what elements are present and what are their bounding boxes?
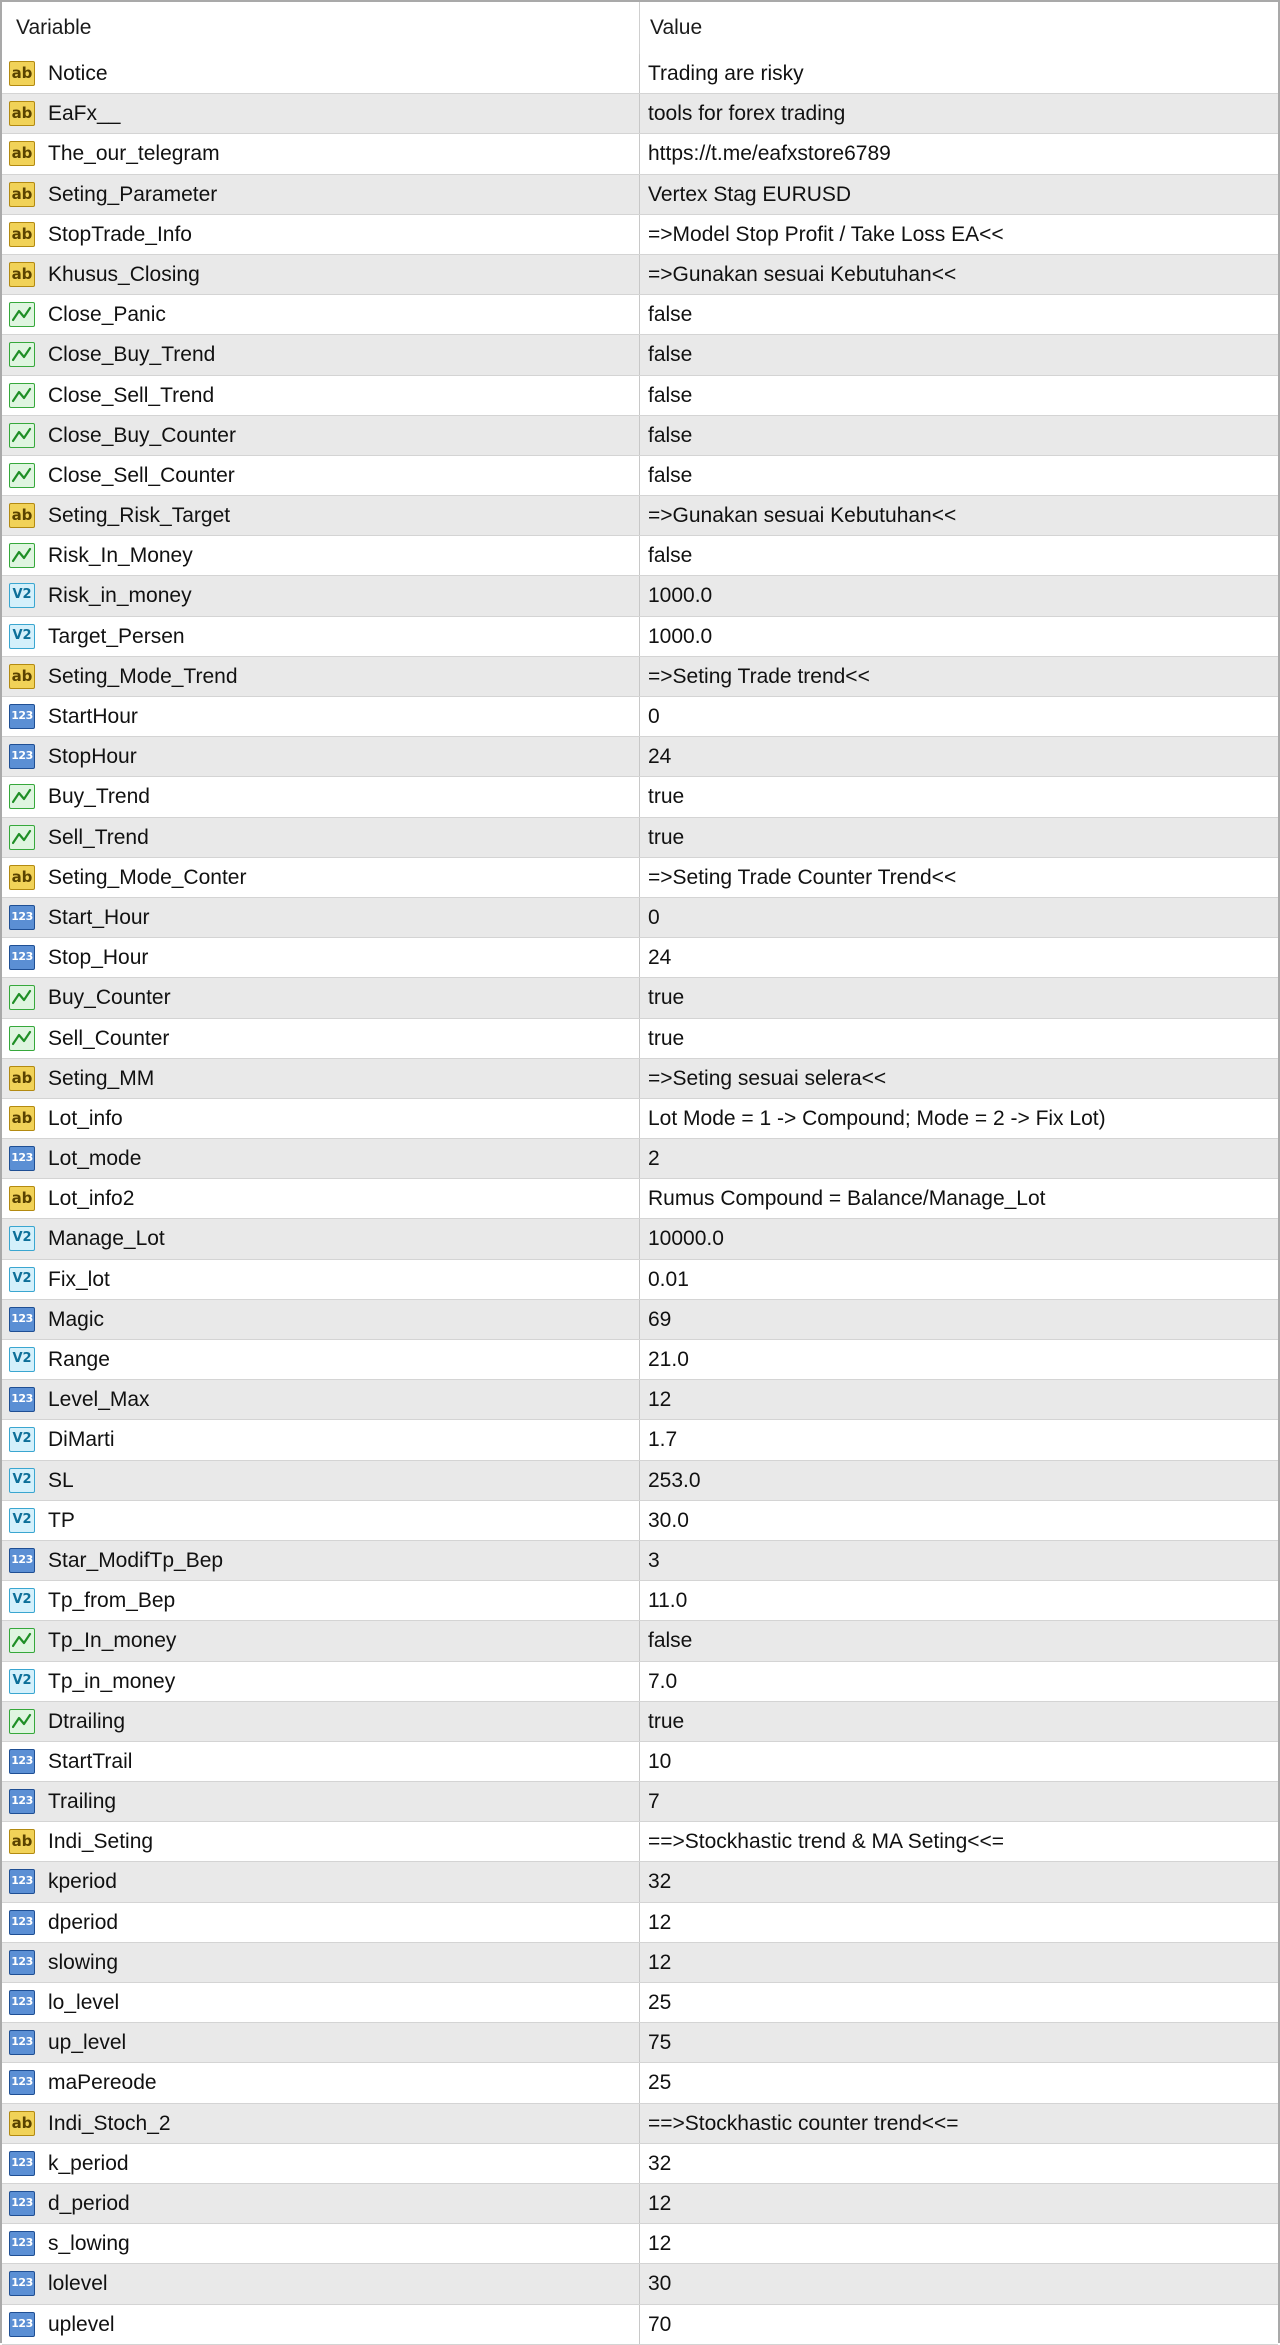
- integer-type-icon: 123: [9, 2191, 35, 2216]
- row-column-divider: [639, 2184, 640, 2223]
- variable-value[interactable]: Rumus Compound = Balance/Manage_Lot: [648, 1187, 1046, 1211]
- double-type-icon: V2: [9, 583, 35, 608]
- variable-value[interactable]: =>Gunakan sesuai Kebutuhan<<: [648, 262, 957, 286]
- variable-name: Tp_in_money: [48, 1669, 176, 1693]
- parameter-row[interactable]: [2, 335, 1278, 375]
- variable-value[interactable]: 253.0: [648, 1468, 701, 1492]
- row-column-divider: [639, 536, 640, 575]
- integer-type-icon: 123: [9, 1548, 35, 1573]
- variable-value[interactable]: 7.0: [648, 1669, 678, 1693]
- integer-type-icon: 123: [9, 2312, 35, 2337]
- row-column-divider: [639, 576, 640, 615]
- variable-value[interactable]: =>Seting sesuai selera<<: [648, 1066, 887, 1090]
- variable-value[interactable]: 1000.0: [648, 584, 713, 608]
- bool-type-icon: [9, 985, 35, 1010]
- variable-name: lo_level: [48, 1991, 120, 2014]
- integer-type-icon: 123: [9, 1749, 35, 1774]
- variable-name: Stop_Hour: [48, 946, 149, 970]
- row-column-divider: [639, 456, 640, 495]
- variable-value[interactable]: =>Model Stop Profit / Take Loss EA<<: [648, 222, 1004, 246]
- row-column-divider: [639, 1099, 640, 1138]
- variable-value[interactable]: 21.0: [648, 1348, 689, 1371]
- variable-value[interactable]: ==>Stockhastic trend & MA Seting<<=: [648, 1830, 1005, 1854]
- variable-value[interactable]: ==>Stockhastic counter trend<<=: [648, 2111, 959, 2135]
- integer-type-icon: 123: [9, 1307, 35, 1332]
- row-column-divider: [639, 1782, 640, 1821]
- row-column-divider: [639, 1621, 640, 1660]
- variable-name: Buy_Trend: [48, 785, 150, 809]
- double-type-icon: V2: [9, 1347, 35, 1372]
- variable-value[interactable]: 10000.0: [648, 1227, 724, 1251]
- variable-value[interactable]: 12: [648, 1388, 672, 1412]
- variable-name: Risk_In_Money: [48, 544, 193, 568]
- integer-type-icon: 123: [9, 2030, 35, 2055]
- variable-name: s_lowing: [48, 2232, 130, 2256]
- row-column-divider: [639, 2224, 640, 2263]
- variable-value[interactable]: Vertex Stag EURUSD: [648, 182, 852, 206]
- variable-value[interactable]: 30: [648, 2272, 672, 2296]
- double-type-icon: V2: [9, 1468, 35, 1493]
- row-column-divider: [639, 335, 640, 374]
- parameter-row[interactable]: [2, 295, 1278, 335]
- parameter-row[interactable]: [2, 2184, 1278, 2224]
- variable-value[interactable]: false: [648, 463, 693, 487]
- integer-type-icon: 123: [9, 2151, 35, 2176]
- integer-type-icon: 123: [9, 1910, 35, 1935]
- variable-name: Close_Panic: [48, 303, 166, 327]
- parameter-row[interactable]: [2, 2224, 1278, 2264]
- parameter-row[interactable]: [2, 617, 1278, 657]
- parameter-row[interactable]: [2, 1099, 1278, 1139]
- variable-name: Lot_info2: [48, 1187, 135, 1211]
- string-type-icon: ab: [9, 2111, 35, 2136]
- variable-value[interactable]: 25: [648, 1991, 672, 2014]
- row-column-divider: [639, 1822, 640, 1861]
- variable-value[interactable]: 25: [648, 2071, 672, 2095]
- parameter-row[interactable]: [2, 496, 1278, 536]
- variable-name: Start_Hour: [48, 905, 150, 929]
- variable-value[interactable]: 32: [648, 2151, 672, 2175]
- parameter-row[interactable]: [2, 1059, 1278, 1099]
- row-column-divider: [639, 496, 640, 535]
- integer-type-icon: 123: [9, 1789, 35, 1814]
- variable-name: k_period: [48, 2151, 129, 2175]
- bool-type-icon: [9, 1709, 35, 1734]
- variable-value[interactable]: 10: [648, 1749, 672, 1773]
- integer-type-icon: 123: [9, 1387, 35, 1412]
- variable-value[interactable]: 2: [648, 1147, 660, 1171]
- variable-name: kperiod: [48, 1870, 117, 1894]
- bool-type-icon: [9, 1026, 35, 1051]
- variable-name: DiMarti: [48, 1428, 115, 1452]
- variable-name: Star_ModifTp_Bep: [48, 1548, 224, 1572]
- row-column-divider: [639, 215, 640, 254]
- integer-type-icon: 123: [9, 2231, 35, 2256]
- row-column-divider: [639, 1903, 640, 1942]
- variable-name: Lot_mode: [48, 1147, 142, 1171]
- variable-name: Close_Buy_Trend: [48, 343, 216, 367]
- parameter-row[interactable]: [2, 1019, 1278, 1059]
- parameter-row[interactable]: [2, 576, 1278, 616]
- variable-name: Buy_Counter: [48, 986, 171, 1010]
- variable-name: slowing: [48, 1950, 119, 1974]
- variable-value[interactable]: 69: [648, 1307, 672, 1331]
- variable-column-header[interactable]: Variable: [16, 16, 92, 39]
- row-column-divider: [639, 2144, 640, 2183]
- parameter-row[interactable]: [2, 1621, 1278, 1661]
- variable-name: Seting_Mode_Conter: [48, 865, 247, 889]
- variable-value[interactable]: false: [648, 343, 693, 367]
- variable-name: Khusus_Closing: [48, 262, 200, 286]
- parameter-row[interactable]: [2, 536, 1278, 576]
- variable-name: EaFx__: [48, 102, 121, 126]
- variable-name: Close_Sell_Counter: [48, 463, 235, 487]
- double-type-icon: V2: [9, 1226, 35, 1251]
- row-column-divider: [639, 1260, 640, 1299]
- variable-value[interactable]: 1.7: [648, 1428, 678, 1452]
- row-column-divider: [639, 697, 640, 736]
- row-column-divider: [639, 175, 640, 214]
- string-type-icon: ab: [9, 1829, 35, 1854]
- parameter-row[interactable]: [2, 376, 1278, 416]
- variable-name: Target_Persen: [48, 624, 185, 648]
- variable-value[interactable]: true: [648, 1709, 685, 1733]
- bool-type-icon: [9, 383, 35, 408]
- parameter-row[interactable]: [2, 255, 1278, 295]
- variable-value[interactable]: false: [648, 423, 693, 447]
- string-type-icon: ab: [9, 182, 35, 207]
- row-column-divider: [639, 1420, 640, 1459]
- string-type-icon: ab: [9, 1186, 35, 1211]
- variable-name: Seting_Risk_Target: [48, 504, 231, 528]
- integer-type-icon: 123: [9, 2070, 35, 2095]
- row-column-divider: [639, 737, 640, 776]
- parameter-row[interactable]: [2, 2104, 1278, 2144]
- bool-type-icon: [9, 342, 35, 367]
- parameter-row[interactable]: [2, 1742, 1278, 1782]
- parameter-row[interactable]: [2, 456, 1278, 496]
- parameter-row[interactable]: [2, 1782, 1278, 1822]
- parameter-row[interactable]: [2, 1300, 1278, 1340]
- row-column-divider: [639, 376, 640, 415]
- string-type-icon: ab: [9, 1106, 35, 1131]
- parameter-row[interactable]: [2, 1662, 1278, 1702]
- row-column-divider: [639, 1380, 640, 1419]
- parameter-row[interactable]: [2, 1822, 1278, 1862]
- row-column-divider: [639, 2023, 640, 2062]
- variable-name: Trailing: [48, 1790, 117, 1814]
- variable-name: Risk_in_money: [48, 584, 192, 608]
- bool-type-icon: [9, 463, 35, 488]
- row-column-divider: [639, 818, 640, 857]
- variable-name: Tp_In_money: [48, 1629, 177, 1653]
- row-column-divider: [639, 978, 640, 1017]
- parameter-row[interactable]: [2, 134, 1278, 174]
- row-column-divider: [639, 1300, 640, 1339]
- parameter-row[interactable]: [2, 1501, 1278, 1541]
- row-column-divider: [639, 1742, 640, 1781]
- variable-name: d_period: [48, 2191, 130, 2215]
- variable-value[interactable]: true: [648, 986, 685, 1010]
- parameter-row[interactable]: [2, 1139, 1278, 1179]
- double-type-icon: V2: [9, 1267, 35, 1292]
- double-type-icon: V2: [9, 1427, 35, 1452]
- variable-value[interactable]: 0.01: [648, 1267, 689, 1291]
- value-column-header[interactable]: Value: [650, 16, 703, 39]
- parameter-row[interactable]: [2, 2305, 1278, 2345]
- parameter-row[interactable]: [2, 1179, 1278, 1219]
- variable-value[interactable]: true: [648, 825, 685, 849]
- variable-value[interactable]: false: [648, 544, 693, 568]
- row-column-divider: [639, 1702, 640, 1741]
- string-type-icon: ab: [9, 222, 35, 247]
- row-column-divider: [639, 416, 640, 455]
- variable-name: The_our_telegram: [48, 142, 220, 166]
- string-type-icon: ab: [9, 61, 35, 86]
- row-column-divider: [639, 617, 640, 656]
- row-column-divider: [639, 1943, 640, 1982]
- parameter-row[interactable]: [2, 54, 1278, 94]
- row-column-divider: [639, 938, 640, 977]
- bool-type-icon: [9, 825, 35, 850]
- parameter-row[interactable]: [2, 1943, 1278, 1983]
- variable-value[interactable]: tools for forex trading: [648, 102, 846, 126]
- parameter-row[interactable]: [2, 1541, 1278, 1581]
- integer-type-icon: 123: [9, 704, 35, 729]
- row-column-divider: [639, 295, 640, 334]
- integer-type-icon: 123: [9, 1950, 35, 1975]
- variable-value[interactable]: false: [648, 303, 693, 327]
- parameter-row[interactable]: [2, 2063, 1278, 2103]
- bool-type-icon: [9, 543, 35, 568]
- parameter-row[interactable]: [2, 1219, 1278, 1259]
- variable-name: Sell_Trend: [48, 825, 149, 849]
- row-column-divider: [639, 2264, 640, 2303]
- variable-name: Seting_MM: [48, 1066, 155, 1090]
- bool-type-icon: [9, 784, 35, 809]
- variable-value[interactable]: =>Seting Trade trend<<: [648, 664, 870, 688]
- variable-value[interactable]: 12: [648, 2232, 672, 2256]
- parameter-row[interactable]: [2, 1581, 1278, 1621]
- parameter-row[interactable]: [2, 818, 1278, 858]
- variable-name: dperiod: [48, 1910, 119, 1934]
- row-column-divider: [639, 1019, 640, 1058]
- variable-name: TP: [48, 1508, 75, 1532]
- parameter-rows: [2, 54, 1278, 2345]
- integer-type-icon: 123: [9, 945, 35, 970]
- row-column-divider: [639, 1179, 640, 1218]
- row-column-divider: [639, 898, 640, 937]
- string-type-icon: ab: [9, 1066, 35, 1091]
- row-column-divider: [639, 1139, 640, 1178]
- parameter-row[interactable]: [2, 858, 1278, 898]
- variable-value[interactable]: true: [648, 785, 685, 809]
- parameter-row[interactable]: [2, 1380, 1278, 1420]
- variable-name: Level_Max: [48, 1388, 150, 1412]
- variable-value[interactable]: 12: [648, 2191, 672, 2215]
- variable-name: Magic: [48, 1307, 105, 1331]
- grid-header: [2, 2, 1278, 55]
- variable-name: up_level: [48, 2031, 127, 2055]
- bool-type-icon: [9, 302, 35, 327]
- integer-type-icon: 123: [9, 2271, 35, 2296]
- row-column-divider: [639, 2104, 640, 2143]
- string-type-icon: ab: [9, 865, 35, 890]
- row-column-divider: [639, 1983, 640, 2022]
- variable-name: Notice: [48, 62, 108, 85]
- parameter-row[interactable]: [2, 1862, 1278, 1902]
- integer-type-icon: 123: [9, 1869, 35, 1894]
- variable-value[interactable]: https://t.me/eafxstore6789: [648, 142, 891, 166]
- parameter-row[interactable]: [2, 1903, 1278, 1943]
- variable-value[interactable]: 24: [648, 946, 672, 970]
- parameter-row[interactable]: [2, 777, 1278, 817]
- variable-value[interactable]: 0: [648, 705, 660, 728]
- variable-value[interactable]: Lot Mode = 1 -> Compound; Mode = 2 -> Fix Lot): [648, 1106, 1106, 1130]
- variable-name: lolevel: [48, 2272, 108, 2296]
- string-type-icon: ab: [9, 262, 35, 287]
- variable-name: maPereode: [48, 2071, 157, 2095]
- parameter-row[interactable]: [2, 2023, 1278, 2063]
- variable-value[interactable]: 3: [648, 1548, 660, 1572]
- parameter-row[interactable]: [2, 175, 1278, 215]
- column-divider[interactable]: [639, 2, 640, 54]
- variable-value[interactable]: false: [648, 1629, 693, 1653]
- row-column-divider: [639, 1219, 640, 1258]
- parameter-row[interactable]: [2, 1702, 1278, 1742]
- row-column-divider: [639, 1501, 640, 1540]
- variable-value[interactable]: =>Seting Trade Counter Trend<<: [648, 865, 957, 889]
- variable-name: uplevel: [48, 2312, 115, 2336]
- integer-type-icon: 123: [9, 744, 35, 769]
- variable-value[interactable]: 75: [648, 2031, 672, 2055]
- variable-value[interactable]: 32: [648, 1870, 672, 1894]
- parameter-row[interactable]: [2, 2144, 1278, 2184]
- row-column-divider: [639, 2063, 640, 2102]
- row-column-divider: [639, 1662, 640, 1701]
- row-column-divider: [639, 1862, 640, 1901]
- parameter-row[interactable]: [2, 697, 1278, 737]
- parameter-row[interactable]: [2, 1420, 1278, 1460]
- variable-name: Seting_Mode_Trend: [48, 664, 238, 688]
- parameter-row[interactable]: [2, 1461, 1278, 1501]
- variable-value[interactable]: 70: [648, 2312, 672, 2336]
- parameter-row[interactable]: [2, 1340, 1278, 1380]
- variable-name: Indi_Stoch_2: [48, 2111, 171, 2135]
- string-type-icon: ab: [9, 141, 35, 166]
- row-column-divider: [639, 1541, 640, 1580]
- variable-name: StopTrade_Info: [48, 222, 192, 246]
- variable-name: StopHour: [48, 745, 137, 769]
- variable-name: Indi_Seting: [48, 1830, 154, 1854]
- variable-name: Close_Buy_Counter: [48, 423, 236, 447]
- variable-name: Range: [48, 1348, 110, 1371]
- row-column-divider: [639, 255, 640, 294]
- row-column-divider: [639, 54, 640, 93]
- row-column-divider: [639, 858, 640, 897]
- integer-type-icon: 123: [9, 1990, 35, 2015]
- variable-value[interactable]: 0: [648, 905, 660, 929]
- row-column-divider: [639, 134, 640, 173]
- parameter-row[interactable]: [2, 938, 1278, 978]
- string-type-icon: ab: [9, 664, 35, 689]
- variable-value[interactable]: 24: [648, 745, 672, 769]
- row-column-divider: [639, 94, 640, 133]
- integer-type-icon: 123: [9, 905, 35, 930]
- variable-name: Fix_lot: [48, 1267, 110, 1291]
- variable-name: Sell_Counter: [48, 1026, 170, 1050]
- variable-value[interactable]: 12: [648, 1910, 672, 1934]
- variable-name: Tp_from_Bep: [48, 1589, 176, 1613]
- row-column-divider: [639, 1340, 640, 1379]
- double-type-icon: V2: [9, 1669, 35, 1694]
- bool-type-icon: [9, 1628, 35, 1653]
- variable-name: Lot_info: [48, 1106, 123, 1130]
- double-type-icon: V2: [9, 1508, 35, 1533]
- variable-value[interactable]: 30.0: [648, 1508, 689, 1532]
- variable-name: Manage_Lot: [48, 1227, 165, 1251]
- parameter-row[interactable]: [2, 2264, 1278, 2304]
- parameter-row[interactable]: [2, 94, 1278, 134]
- row-column-divider: [639, 657, 640, 696]
- parameter-row[interactable]: [2, 737, 1278, 777]
- parameter-row[interactable]: [2, 215, 1278, 255]
- variable-name: Dtrailing: [48, 1709, 126, 1733]
- string-type-icon: ab: [9, 101, 35, 126]
- variable-value[interactable]: 11.0: [648, 1589, 688, 1613]
- variable-name: StartHour: [48, 705, 138, 728]
- row-column-divider: [639, 777, 640, 816]
- variable-value[interactable]: 1000.0: [648, 624, 713, 648]
- row-column-divider: [639, 1581, 640, 1620]
- parameter-row[interactable]: [2, 657, 1278, 697]
- bool-type-icon: [9, 423, 35, 448]
- parameter-row[interactable]: [2, 898, 1278, 938]
- parameter-row[interactable]: [2, 1260, 1278, 1300]
- variable-value[interactable]: Trading are risky: [648, 62, 804, 85]
- double-type-icon: V2: [9, 624, 35, 649]
- integer-type-icon: 123: [9, 1146, 35, 1171]
- string-type-icon: ab: [9, 503, 35, 528]
- variable-name: SL: [48, 1468, 74, 1492]
- parameter-row[interactable]: [2, 978, 1278, 1018]
- variable-value[interactable]: 12: [648, 1950, 672, 1974]
- double-type-icon: V2: [9, 1588, 35, 1613]
- variable-value[interactable]: false: [648, 383, 693, 407]
- variable-name: StartTrail: [48, 1749, 133, 1773]
- variable-value[interactable]: true: [648, 1026, 685, 1050]
- variable-name: Close_Sell_Trend: [48, 383, 215, 407]
- variable-name: Seting_Parameter: [48, 182, 218, 206]
- variable-value[interactable]: =>Gunakan sesuai Kebutuhan<<: [648, 504, 957, 528]
- row-column-divider: [639, 1059, 640, 1098]
- row-column-divider: [639, 1461, 640, 1500]
- variable-value[interactable]: 7: [648, 1790, 660, 1814]
- parameter-row[interactable]: [2, 416, 1278, 456]
- parameter-row[interactable]: [2, 1983, 1278, 2023]
- row-column-divider: [639, 2305, 640, 2344]
